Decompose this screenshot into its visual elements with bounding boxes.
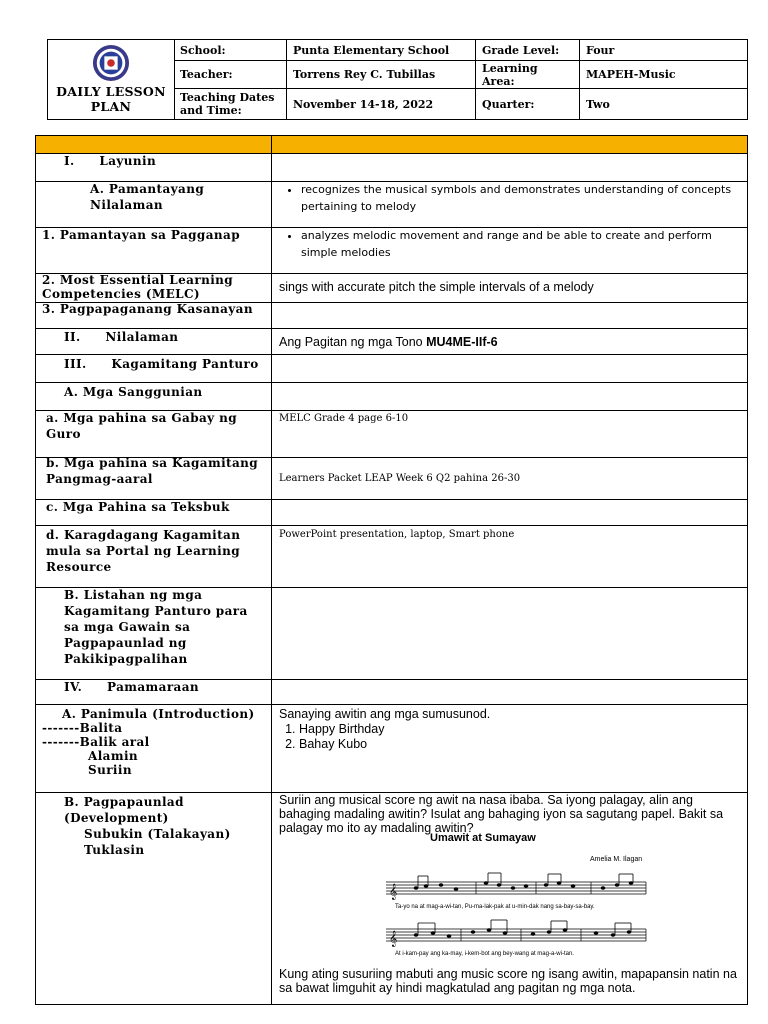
teaching-dates-value: November 14-18, 2022	[293, 97, 434, 111]
pamantayan-pagganap-value: • analyzes melodic movement and range and be able to create and perform simple melodies	[279, 227, 741, 261]
pagpapaunlad-tuklasin: Tuklasin	[84, 843, 145, 857]
learning-area-label: Learning Area:	[482, 61, 538, 88]
grade-level-label: Grade Level:	[482, 43, 560, 57]
sanggunian-label: A. Mga Sanggunian	[64, 385, 203, 399]
svg-text:𝄞: 𝄞	[389, 884, 398, 900]
teacher-label: Teacher:	[180, 68, 233, 81]
pamamaraan-heading: IV. Pamamaraan	[64, 680, 200, 694]
svg-text:𝄞: 𝄞	[389, 931, 398, 947]
column-divider	[271, 136, 272, 1004]
score-lyrics-line-1: Ta-yo na at mag-a-wi-tan, Pu-ma-lak-pak at u-min-dak nang sa-bay-sa-bay.	[395, 904, 595, 910]
karagdagang-label: d. Karagdagang Kagamitan mula sa Portal ng Learning Resource	[46, 528, 241, 574]
pagpapaganang-label: 3. Pagpapaganang Kasanayan	[42, 302, 253, 316]
pagpapaunlad-label: B. Pagpapaunlad (Development) Subukin (Talakayan) Tuklasin	[64, 794, 290, 858]
gabay-value: MELC Grade 4 page 6-10	[279, 413, 409, 424]
melc-value: sings with accurate pitch the simple intervals of a melody	[279, 280, 594, 294]
kagamitang-pangmag-label: b. Mga pahina sa Kagamitang Pangmag-aaral	[46, 456, 259, 486]
header-logo-cell	[48, 40, 175, 119]
deped-seal-icon	[92, 44, 130, 82]
nilalaman-value: Ang Pagitan ng mga Tono MU4ME-IIf-6	[279, 335, 498, 349]
pamantayan-pagganap-label: 1. Pamantayan sa Pagganap	[42, 228, 240, 242]
pagpapaunlad-conclusion: Kung ating susuriing mabuti ang music score ng isang awitin, mapapansin natin na sa bawat limguhit ay hindi magkatulad ang pagitan ng mga nota.	[279, 967, 737, 995]
pagpapaunlad-subukin: Subukin (Talakayan)	[84, 827, 231, 841]
teacher-value: Torrens Rey C. Tubillas	[293, 68, 436, 81]
karagdagang-value: PowerPoint presentation, laptop, Smart phone	[279, 529, 515, 540]
gabay-label: a. Mga pahina sa Gabay ng Guro	[46, 411, 238, 441]
teksbuk-label: c. Mga Pahina sa Teksbuk	[46, 500, 230, 514]
music-score	[381, 866, 651, 958]
pamantayang-nilalaman-value: • recognizes the musical symbols and demonstrates understanding of concepts pertaining to melody	[279, 181, 741, 215]
pamantayang-nilalaman-label: A. Pamantayang Nilalaman	[90, 182, 205, 212]
header-grid	[174, 40, 747, 119]
nilalaman-code: MU4ME-IIf-6	[426, 335, 498, 349]
panimula-balik-aral: -------Balik aral	[42, 735, 150, 749]
layunin-heading: I. Layunin	[64, 154, 157, 168]
teaching-dates-label: Teaching Dates and Time:	[180, 91, 275, 117]
panimula-suriin: Suriin	[88, 763, 132, 777]
lesson-plan-table	[35, 135, 748, 1005]
panimula-song-2: 2. Bahay Kubo	[299, 737, 741, 752]
panimula-alamin: Alamin	[88, 749, 139, 763]
grade-level-value: Four	[586, 43, 615, 57]
learning-area-value: MAPEH-Music	[586, 68, 676, 81]
kagamitang-heading: III. Kagamitang Panturo	[64, 357, 259, 371]
quarter-value: Two	[586, 97, 610, 111]
panimula-value: Sanaying awitin ang mga sumusunod. 1. Happy Birthday 2. Bahay Kubo	[279, 707, 741, 752]
header-band	[36, 136, 747, 154]
listahan-label: B. Listahan ng mga Kagamitang Panturo para sa mga Gawain sa Pagpapaunlad ng Pakikipagpalihan	[64, 588, 248, 666]
panimula-label: A. Panimula (Introduction) -------Balita -------Balik aral Alamin Suriin	[42, 707, 268, 777]
page-title: DAILY LESSON PLAN	[56, 84, 166, 114]
score-title: Umawit at Sumayaw	[430, 832, 536, 844]
score-lyrics-line-2: At i-kam-pay ang ka-may, i-kem-bot ang bey-wang at mag-a-wi-tan.	[395, 951, 574, 957]
panimula-balita: -------Balita	[42, 721, 123, 735]
score-composer: Amelia M. Ilagan	[590, 856, 643, 863]
school-label: School:	[180, 43, 226, 57]
header-table	[47, 39, 748, 120]
nilalaman-heading: II. Nilalaman	[64, 330, 179, 344]
kagamitang-pangmag-value: Learners Packet LEAP Week 6 Q2 pahina 26-30	[279, 473, 521, 484]
school-value: Punta Elementary School	[293, 43, 450, 57]
panimula-song-1: 1. Happy Birthday	[299, 722, 741, 737]
melc-label: 2. Most Essential Learning Competencies (MELC)	[42, 273, 234, 301]
quarter-label: Quarter:	[482, 97, 535, 111]
pagpapaunlad-value: Suriin ang musical score ng awit na nasa ibaba. Sa iyong palagay, alin ang bahaging madaling awitin? Isulat ang bahaging iyon sa sagutang papel. Bakit sa palagay mo ito ay madaling awitin?	[279, 793, 724, 835]
